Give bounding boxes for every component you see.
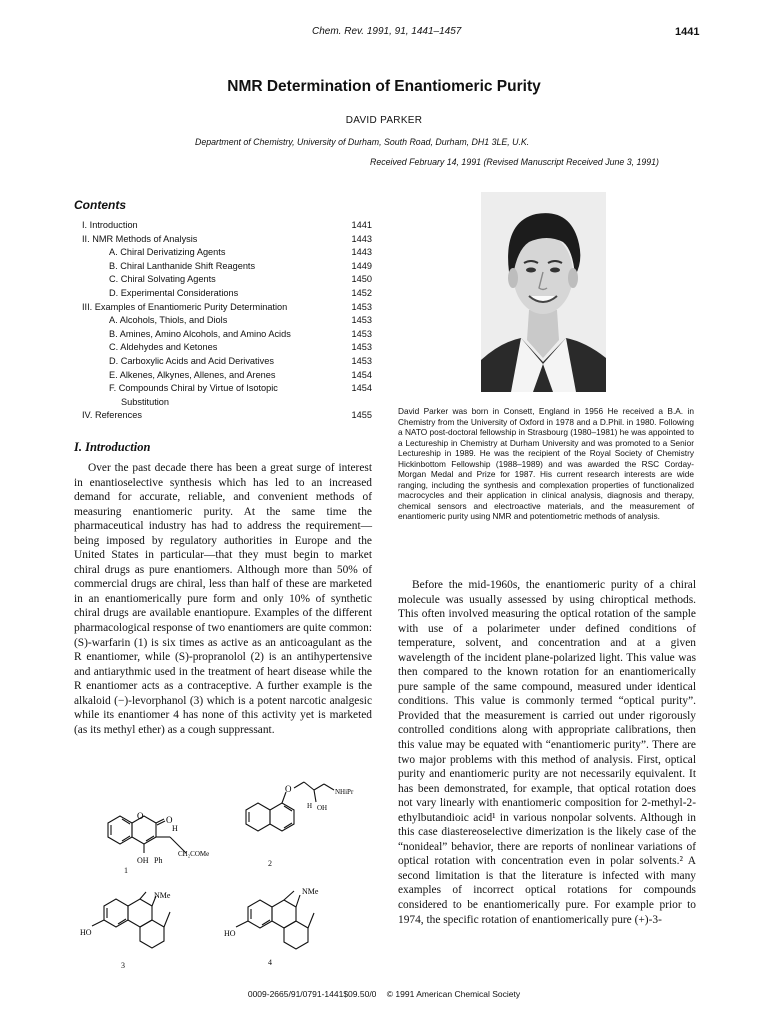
toc-entry-page: 1453	[351, 355, 372, 366]
toc-entry	[80, 233, 372, 247]
toc-entry	[80, 341, 372, 355]
toc-entry-page: 1454	[351, 383, 372, 394]
warfarin-ph: Ph	[154, 856, 163, 865]
toc-entry-title: II. NMR Methods of Analysis	[82, 233, 198, 244]
toc-entry-page: 1455	[351, 410, 372, 421]
author-biography: David Parker was born in Consett, England in 1956 He received a B.A. in Chemistry from the University of Oxford in 1978 and a D.Phil. in 1980. Following a NATO post-doctoral fellowship in Strasbourg (1980–1981) he was appointed to a Lectureship in Chemistry at Durham University and was promoted to a Senior Lectureship in 1989. He was the recipient of the Royal Society of Chemistry Hickinbottom Fellowship (1988–1989) and was awarded the RSC Corday-Morgan Medal and Prize for 1987. His current research interests are wide ranging, including the synthesis and complexation properties of functionalized macrocycles and their application in clinical analysis, diagnosis and therapy, chemical sensors and electroactive materials, and the measurement of enantiomeric purity using NMR and potentiometric methods of analysis.	[398, 406, 694, 521]
toc-entry-title: D. Experimental Considerations	[109, 287, 239, 298]
toc-entry-page: 1453	[351, 315, 372, 326]
structure-4-number: 4	[268, 958, 272, 967]
toc-entry-title: C. Aldehydes and Ketones	[109, 342, 218, 353]
table-of-contents	[80, 219, 372, 423]
toc-entry-page: 1443	[351, 247, 372, 258]
warfarin-ch2come: CH₂COMe	[178, 850, 210, 858]
toc-entry	[80, 287, 372, 301]
article-title: NMR Determination of Enantiomeric Purity	[227, 78, 541, 95]
toc-entry-page: 1453	[351, 301, 372, 312]
structure-3-levorphanol	[80, 890, 190, 965]
toc-entry-page: 1443	[351, 233, 372, 244]
structure-4-enantiomer	[224, 885, 334, 960]
toc-entry-page: 1453	[351, 342, 372, 353]
copyright-notice: © 1991 American Chemical Society	[386, 989, 521, 999]
toc-entry-title: B. Amines, Amino Alcohols, and Amino Acids	[109, 328, 291, 339]
structure-2-number: 2	[268, 859, 272, 868]
propranolol-oh: OH	[317, 804, 328, 812]
author-name: DAVID PARKER	[345, 115, 423, 126]
structure-1-number: 1	[124, 866, 128, 875]
toc-entry-page: 1453	[351, 328, 372, 339]
toc-entry-page: 1449	[351, 260, 372, 271]
affiliation: Department of Chemistry, University of Durham, South Road, Durham, DH1 3LE, U.K.	[195, 137, 530, 147]
toc-entry	[80, 260, 372, 274]
toc-entry	[80, 273, 372, 287]
toc-entry	[80, 314, 372, 328]
toc-entry-title: Substitution	[121, 396, 170, 407]
toc-entry-title: I. Introduction	[82, 220, 138, 230]
toc-entry	[80, 301, 372, 315]
toc-entry-title: A. Chiral Derivatizing Agents	[109, 247, 226, 258]
structure-3-number: 3	[121, 961, 125, 970]
warfarin-oh: OH	[137, 856, 149, 865]
received-dates: Received February 14, 1991 (Revised Manuscript Received June 3, 1991)	[370, 157, 659, 167]
toc-entry	[80, 246, 372, 260]
warfarin-o: O	[137, 811, 144, 821]
author-photo	[481, 192, 606, 392]
section-heading-introduction: I. Introduction	[74, 440, 151, 454]
page-footer	[0, 989, 768, 999]
propranolol-h: H	[307, 802, 313, 810]
enantiomer-nme: NMe	[302, 887, 319, 896]
contents-heading: Contents	[74, 198, 126, 212]
toc-entry-page: 1450	[351, 274, 372, 285]
toc-entry-title: B. Chiral Lanthanide Shift Reagents	[109, 260, 256, 271]
toc-entry	[80, 369, 372, 383]
levorphanol-ho: HO	[80, 928, 92, 937]
toc-entry-title: D. Carboxylic Acids and Acid Derivatives	[109, 355, 274, 366]
toc-entry	[80, 409, 372, 423]
introduction-column	[74, 461, 372, 737]
toc-entry-title: III. Examples of Enantiomeric Purity Determination	[82, 301, 288, 312]
toc-entry-page: 1454	[351, 369, 372, 380]
journal-citation: Chem. Rev. 1991, 91, 1441–1457	[312, 26, 462, 37]
page-number: 1441	[675, 26, 700, 38]
toc-entry-title: A. Alcohols, Thiols, and Diols	[109, 315, 228, 326]
structure-2-propranolol	[238, 778, 368, 858]
levorphanol-nme: NMe	[154, 891, 171, 900]
structure-1-warfarin	[88, 805, 228, 875]
toc-entry	[80, 219, 372, 233]
toc-entry-title: E. Alkenes, Alkynes, Allenes, and Arenes	[109, 369, 276, 380]
warfarin-h: H	[172, 824, 178, 833]
toc-entry-title: C. Chiral Solvating Agents	[109, 274, 216, 285]
chiroptical-paragraph: Before the mid-1960s, the enantiomeric purity of a chiral molecule was usually assessed by using chiroptical methods. This often involved measuring the optical rotation of the sample with use of a polarimeter under defined conditions of temperature, solvent, and concentration and at a given wavelength of the incident plane-polarized light. This value was then compared to the known rotation for an enantiomerically pure sample of the same compound, measured under identical conditions. This value is commonly termed “optical purity”. Provided that the measurement is carried out under rigorously controlled conditions along with appropriate calibrations, then this value may be equated with “enantiomeric purity”. There are two major problems with this method of analysis. First, optical purity and enantiomeric purity are not necessarily equivalent. It has been demonstrated, for example, that optical rotation does not vary linearly with enantiomeric composition for 2-methyl-2-ethylbutandioic acid¹ in various nonpolar solvents. Although in this case diastereoselective dimerization is the likely case of the “nonideal” behavior, there are reports of nonlinear variations of optical rotation with concentration even in polar solvents.² A second limitation is that the literature is infected with many examples of incorrect optical rotations for compounds considered to be enantiomerically pure. For example prior to 1974, the specific rotation of enantiomerically pure (+)-3-	[398, 579, 696, 926]
toc-entry	[80, 382, 372, 396]
warfarin-carbonyl-o: O	[166, 815, 173, 825]
toc-entry	[80, 396, 372, 410]
toc-entry-page: 1441	[351, 220, 372, 230]
toc-entry	[80, 328, 372, 342]
right-column-text	[398, 578, 696, 927]
toc-entry	[80, 355, 372, 369]
introduction-paragraph: Over the past decade there has been a great surge of interest in enantioselective synthesis which has led to an increased demand for accurate, reliable, and convenient methods of measuring enantiomeric purity. At the same time the pharmaceutical industry has had to address the requirement—being imposed by regulatory authorities in Europe and the United States in particular—that they must begin to market chiral drugs as pure enantiomers. Although more than 50% of commercial drugs are chiral, less than half of these are marketed in an enantiomerically pure form and only 10% of synthetic chiral drugs are available enantiopure. Examples of the different pharmacological response of two enantiomers are quite common: (S)-warfarin (1) is six times as active as an anticoagulant as the R enantiomer, while (S)-propranolol (2) is an antihypertensive and antiarythmic used in the treatment of heart disease while the R enantiomer acts as a contraceptive. A further example is the alkaloid (−)-levorphanol (3) which is a potent narcotic analgesic while its enantiomer 4 has none of this activity yet is marketed (as its methyl ether) as a cough suppressant.	[74, 462, 372, 736]
article-code: 0009-2665/91/0791-1441$09.50/0	[247, 989, 377, 999]
enantiomer-ho: HO	[224, 929, 236, 938]
toc-entry-page: 1452	[351, 287, 372, 298]
propranolol-o: O	[285, 784, 292, 794]
toc-entry-title: F. Compounds Chiral by Virtue of Isotopic	[109, 383, 278, 394]
propranolol-nhipr: NHiPr	[335, 788, 354, 796]
toc-entry-title: IV. References	[82, 410, 142, 421]
